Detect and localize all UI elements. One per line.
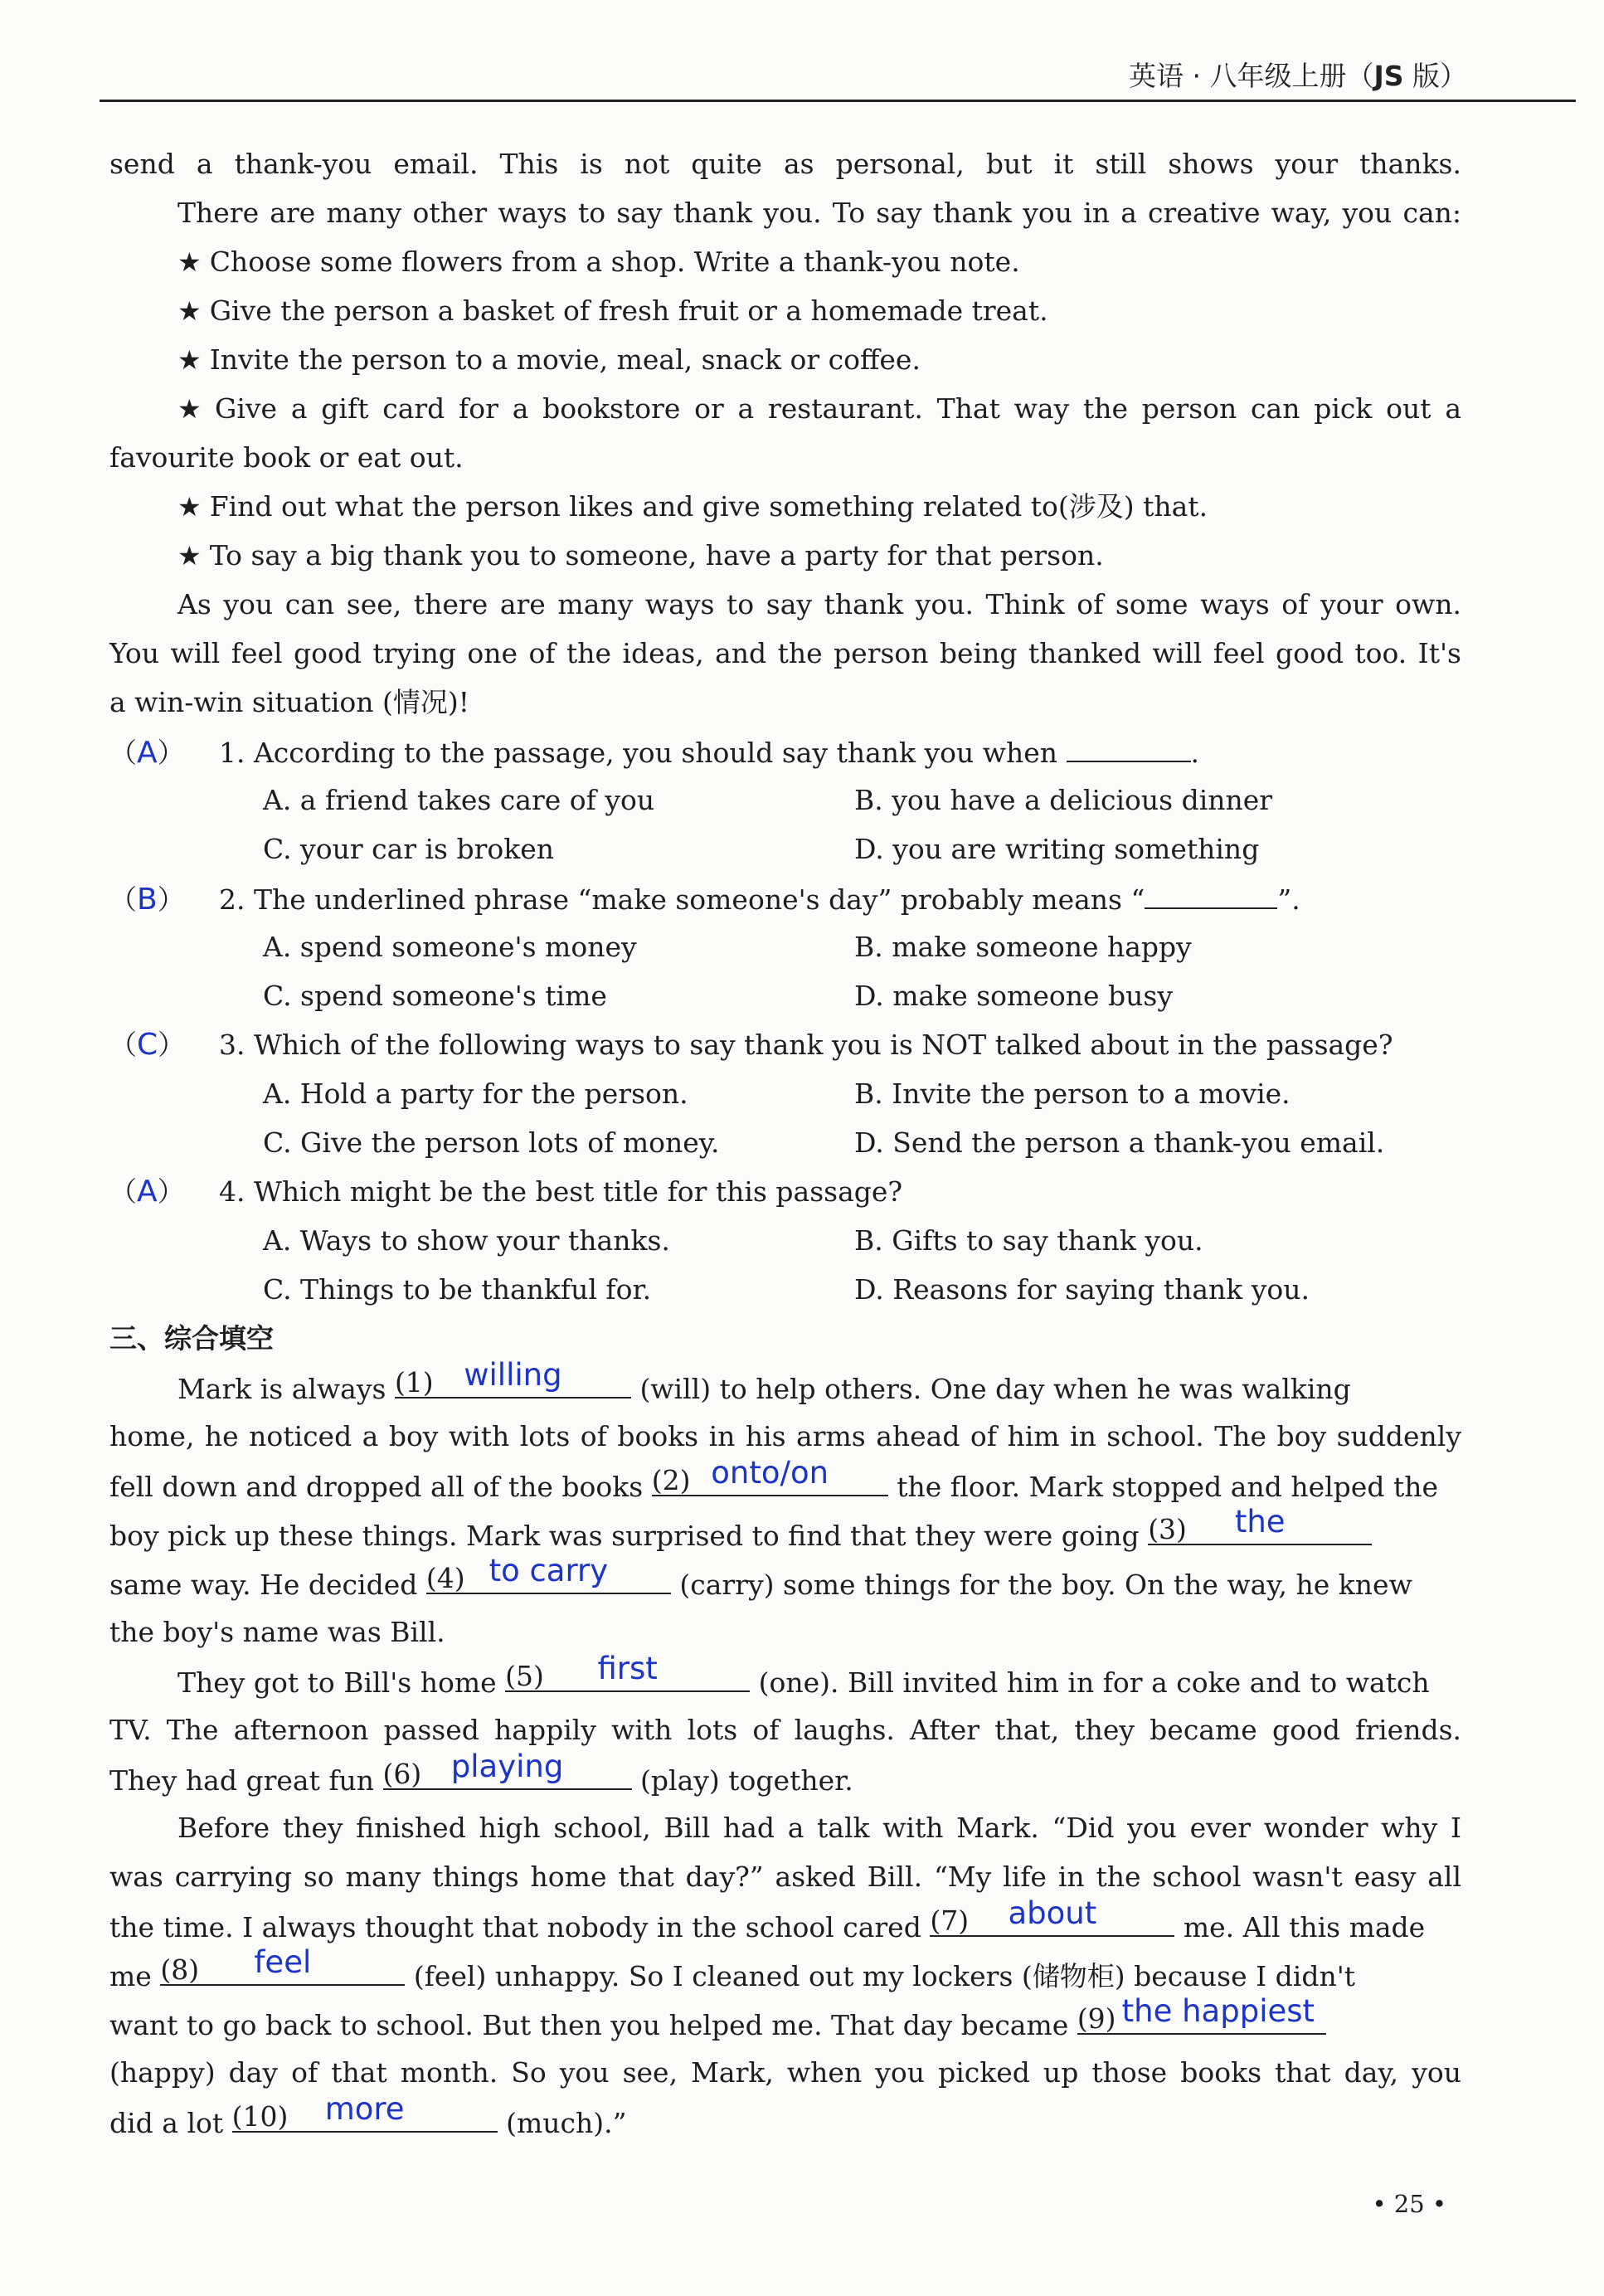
cloze-blank-7[interactable]: (7) about	[930, 1909, 1174, 1937]
bullet-item: ★ Give a gift card for a bookstore or a restaurant. That way the person can pick out a	[177, 392, 1462, 425]
cloze-line: Before they finished high school, Bill had a talk with Mark. “Did you ever wonder why I	[177, 1812, 1461, 1844]
cloze-blank-3[interactable]: (3) the	[1148, 1517, 1372, 1545]
option-c: C. spend someone's time	[263, 980, 607, 1012]
question-3: （C） 3. Which of the following ways to say thank you is NOT talked about in the passage?	[109, 1028, 1393, 1062]
cloze-blank-1[interactable]: (1) willing	[395, 1370, 631, 1399]
option-a: A. Hold a party for the person.	[263, 1077, 688, 1110]
cloze-line: home, he noticed a boy with lots of books in his arms ahead of him in school. The boy suddenly	[109, 1420, 1461, 1452]
header-title: 英语 · 八年级上册（JS 版）	[1128, 60, 1467, 92]
cloze-blank-6[interactable]: (6) playing	[383, 1762, 632, 1790]
question-4: （A） 4. Which might be the best title for this passage?	[109, 1175, 903, 1209]
bullet-item: ★ To say a big thank you to someone, have a party for that person.	[177, 539, 1104, 572]
cloze-line: the boy's name was Bill.	[109, 1616, 445, 1648]
cloze-line: Mark is always (1) willing (will) to help others. One day when he was walking	[177, 1357, 1351, 1405]
option-d: D. make someone busy	[854, 980, 1173, 1012]
cloze-blank-9[interactable]: (9) the happiest	[1077, 2007, 1326, 2035]
cloze-blank-2[interactable]: (2) onto/on	[652, 1468, 888, 1496]
star-icon: ★	[177, 491, 202, 523]
star-icon: ★	[177, 393, 207, 425]
star-icon: ★	[177, 540, 202, 572]
cloze-line: (happy) day of that month. So you see, Mark, when you picked up those books that day, you	[109, 2056, 1461, 2089]
option-d: D. Send the person a thank-you email.	[854, 1126, 1385, 1159]
option-b: B. Invite the person to a movie.	[854, 1077, 1290, 1110]
cloze-line: fell down and dropped all of the books (2) onto/on the floor. Mark stopped and helped the	[109, 1455, 1438, 1503]
option-a: A. spend someone's money	[263, 931, 637, 963]
cloze-line: want to go back to school. But then you helped me. That day became (9) the happiest	[109, 2007, 1326, 2043]
bullet-item: ★ Invite the person to a movie, meal, snack or coffee.	[177, 343, 921, 376]
cloze-line: did a lot (10) more (much).”	[109, 2091, 627, 2139]
option-d: D. you are writing something	[854, 833, 1260, 865]
option-b: B. you have a delicious dinner	[854, 784, 1273, 816]
bullet-item: ★ Choose some flowers from a shop. Write a thank-you note.	[177, 246, 1020, 278]
cloze-line: the time. I always thought that nobody in the school cared (7) about me. All this made	[109, 1895, 1426, 1943]
option-c: C. Things to be thankful for.	[263, 1273, 652, 1306]
cloze-line: boy pick up these things. Mark was surprised to find that they were going (3) the	[109, 1517, 1372, 1554]
passage-line: There are many other ways to say thank you. To say thank you in a creative way, you can:	[177, 197, 1461, 229]
passage-line: send a thank-you email. This is not quite as personal, but it still shows your thanks.	[109, 148, 1461, 180]
cloze-blank-8[interactable]: (8) feel	[160, 1958, 405, 1986]
option-b: B. make someone happy	[854, 931, 1192, 963]
option-d: D. Reasons for saying thank you.	[854, 1273, 1310, 1306]
cloze-blank-4[interactable]: (4) to carry	[426, 1566, 671, 1594]
cloze-line: They had great fun (6) playing (play) together.	[109, 1749, 853, 1797]
star-icon: ★	[177, 295, 202, 327]
cloze-line: was carrying so many things home that day?” asked Bill. “My life in the school wasn't easy all	[109, 1861, 1461, 1893]
answer-1: A	[137, 736, 158, 770]
option-a: A. Ways to show your thanks.	[263, 1224, 670, 1257]
star-icon: ★	[177, 246, 202, 278]
question-2: （B） 2. The underlined phrase “make someone's day” probably means “ ”.	[109, 883, 1300, 917]
option-c: C. Give the person lots of money.	[263, 1126, 720, 1159]
header-divider	[100, 100, 1576, 102]
section-title: 三、综合填空	[109, 1322, 274, 1355]
option-b: B. Gifts to say thank you.	[854, 1224, 1203, 1257]
answer-3: C	[137, 1028, 158, 1062]
passage-line: As you can see, there are many ways to say thank you. Think of some ways of your own.	[177, 588, 1461, 620]
passage-line: favourite book or eat out.	[109, 441, 464, 474]
answer-blank[interactable]	[1145, 881, 1277, 909]
cloze-line: They got to Bill's home (5) first (one). Bill invited him in for a coke and to watch	[177, 1651, 1430, 1699]
passage-line: a win-win situation (情况)!	[109, 686, 470, 718]
cloze-blank-10[interactable]: (10) more	[232, 2104, 498, 2133]
cloze-line: same way. He decided (4) to carry (carry) some things for the boy. On the way, he knew	[109, 1553, 1412, 1601]
bullet-item: ★ Find out what the person likes and give something related to(涉及) that.	[177, 490, 1208, 523]
question-1: （A） 1. According to the passage, you should say thank you when .	[109, 736, 1200, 770]
passage-line: You will feel good trying one of the ideas, and the person being thanked will feel good too. It's	[109, 637, 1461, 669]
star-icon: ★	[177, 344, 202, 376]
answer-blank[interactable]	[1067, 734, 1191, 762]
cloze-line: TV. The afternoon passed happily with lots of laughs. After that, they became good friends.	[109, 1714, 1461, 1746]
answer-4: A	[137, 1175, 158, 1209]
answer-2: B	[137, 883, 158, 917]
bullet-item: ★ Give the person a basket of fresh fruit or a homemade treat.	[177, 294, 1048, 327]
cloze-blank-5[interactable]: (5) first	[505, 1664, 750, 1692]
page-number: • 25 •	[1372, 2190, 1446, 2218]
option-c: C. your car is broken	[263, 833, 555, 865]
option-a: A. a friend takes care of you	[263, 784, 655, 816]
cloze-line: me (8) feel (feel) unhappy. So I cleaned out my lockers (储物柜) because I didn't	[109, 1944, 1356, 1992]
